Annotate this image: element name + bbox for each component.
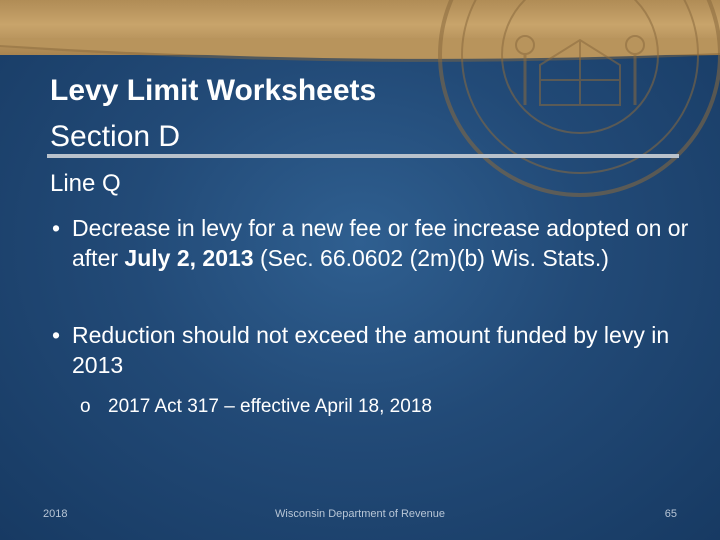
- title-divider: [47, 154, 679, 158]
- slide-title: Levy Limit Worksheets: [50, 74, 377, 107]
- bullet-text-part: Decrease in levy for a new fee or fee increase adopted on or after: [72, 215, 689, 271]
- bullet-dot-icon: •: [52, 322, 61, 348]
- slide-subtitle: Section D: [50, 120, 181, 153]
- footer-page-number: 65: [664, 508, 677, 520]
- section-heading: Line Q: [50, 170, 121, 197]
- bullet-text-part: (Sec. 66.0602 (2m)(b) Wis. Stats.): [253, 245, 609, 271]
- sub-bullet-item: [80, 394, 432, 420]
- bullet-text: [72, 213, 690, 273]
- sub-bullet-marker-icon: o: [80, 396, 91, 417]
- footer-organization: Wisconsin Department of Revenue: [275, 508, 445, 520]
- bullet-date-emphasis: July 2, 2013: [124, 245, 254, 271]
- bullet-item: [50, 213, 690, 273]
- bullet-dot-icon: •: [52, 215, 61, 241]
- bullet-item: [50, 320, 690, 380]
- sub-bullet-text: 2017 Act 317 – effective April 18, 2018: [108, 396, 432, 417]
- state-seal-icon: [430, 0, 720, 205]
- bullet-text: Reduction should not exceed the amount funded by levy in 2013: [72, 322, 670, 378]
- footer-year: 2018: [43, 508, 68, 520]
